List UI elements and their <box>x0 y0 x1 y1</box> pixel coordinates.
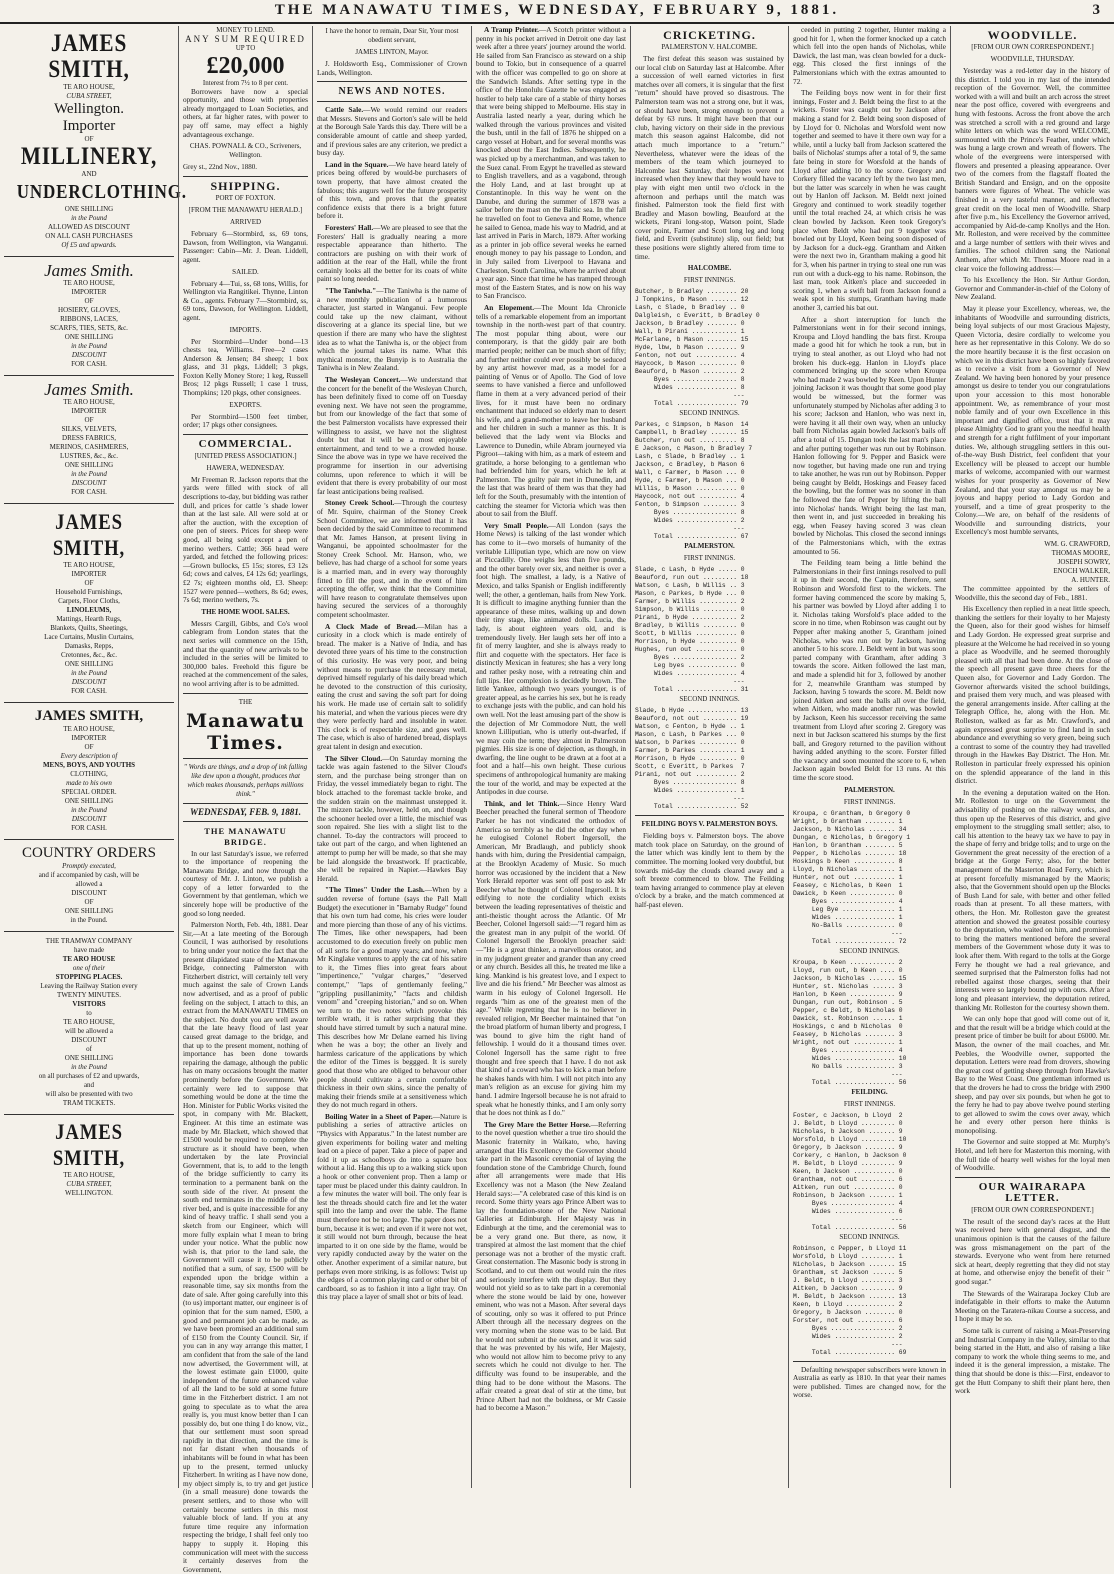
news-item <box>476 1121 626 1413</box>
news-items <box>317 106 467 1302</box>
news-item-title: An Elopement. <box>484 303 535 312</box>
ad-address: JAMES SMITH, TE ARO HOUSE, CUBA STREET, WELLINGTON. <box>52 1119 126 1197</box>
money-to-lend-ad: MONEY TO LEND. ANY SUM REQUIRED UP TO £20,000 Interest from 7½ to 8 per cent. <box>183 26 308 88</box>
news-item-text: —The Mount Ida Chronicle tells of a remarkable elopement from an important township in the north-west part of that country. The most popular thing about, were our contemporary, is that the giddy pair are both married people; neither can be much short of fifty; and further neither could ever possibly be seduced by any artist however mad, as a model for a painting of Venus or of Apollo. The God of love seems to have vanished a fierce and unfollowed flame in them at a very advanced period of their lives, for it must have been no ordinary enchantment that induced so elderly man to desert his wife, and a grand-mother to leave her husband and her children in such a manner as this. It is believed that the lady went via Blocks and Lawrence to Dunedin, while Abram journeyed via Pigroot—taking with him, as a mark of esteem and gratitude, a horse belonging to a gentleman who had befriended him for years, which he left at Palmerston. The guilty pair met in Dunedin, and the last that was heard of them was that they had left for the South, presumably with the intention of catching the steamer for Victoria which was then about to sail from the Bluff. <box>476 303 626 519</box>
woodville-heading: WOODVILLE. <box>987 28 1078 42</box>
masthead-title: THE MANAWATU TIMES, WEDNESDAY, FEBRUARY 9, 1881. <box>274 2 840 18</box>
news-item <box>317 499 467 619</box>
halcombe-first-innings: Butcher, b Bradley ........ 20 J Tompkins, b Mason ....... 12 Lash, c Slade, b Bradley .. 0 Dalgleish, c Everitt, b Bradley 0 Jackson, b Bradley ........ 0 Wall, b Pirani ............ 1 McFarlane, b Mason ........ 15 Hyde, lbw, b Mason ........ 9 Fenton, not out ........... 4 Haycock, b Mason .......... 0 Beauford, b Mason ......... 2 Byes ................. 8 Wides ................ 8 --- Total ................ 79 <box>635 288 760 408</box>
news-item <box>317 755 467 884</box>
signatories: WM. G. CRAWFORD, THOMAS MOORE, JOSEPH SOWRY, ENOCH WALKER, A. HUNTER. <box>1044 540 1110 585</box>
masthead <box>0 0 1114 24</box>
news-item <box>317 224 467 284</box>
paper-date: WEDNESDAY, FEB. 9, 1881. <box>190 806 301 817</box>
news-item <box>476 304 626 519</box>
news-item-text: —All London (says the Home News) is talking of the last wonder which has come to it—two morsels of humanity of the veritable Lilliputian type, which are now on view at Piccadilly. One weighs less than five pounds, and the other barely over six, and neither is over a foot high. The smallest, a lady, is a Native of Mexico, and talks Spanish or English indifferently well; the other, a gentleman, hails from New York. It is difficult to imagine anything funnier than the appearance of these mites, walking up and down their tiny stage, like animated dolls. Lucia, the lady, is about eighteen years old, and is tremendously lively. Her laugh sets her off into a fit of merry laughter, and she is always ready to flirt and coquette with the spectators. Her face is distinctly Mexican in features; she has a very long and rather pesky nose, with a retreating chin and full lips. Her complexion is decidedly brown. The little Yankee, although two years younger, is of greater appeal, as he carries his sex, but he is ready to exchange jests with the public, and can hold his own well. Not the least amusing part of the show is the dejection of Mr Commodore Nutt, the well known Lilliputian, who is utterly out-dwarfed, if we may coin the term; they almost in Palmerston pigmies. His size is one of dejection, as though, in dwarfing, the line ought to be drawn at a foot at a foot and a half—his own height. These curious specimens of anthropological humanity are making the tour of the world, and may be expected at the Antipodes in due course. <box>476 520 626 797</box>
news-item-title: Think, and let Think. <box>484 798 560 808</box>
ad-furnishings: JAMES SMITH, TE ARO HOUSE, IMPORTER OF Household Furnishings, Carpets, Floor Cloths, LINOLEUMS, Mattings, Hearth Rugs, Blankets, Quilts, Sheetings, Lace Curtains, Muslin Curtains, Damasks, Repps, Cretonnes, &c., &c. ONE SHILLING in the Pound DISCOUNT FOR CASH. <box>4 504 174 703</box>
news-item <box>317 287 467 373</box>
news-item <box>476 800 626 1118</box>
news-heading: NEWS AND NOTES. <box>338 86 446 98</box>
palmerston-second-innings: Slade, b Hyde ............. 13 Beauford, not out ......... 19 Watson, c Fenton, b Hyde .. 1 Mason, c Lash, b Parkes ... 0 Watson, b Parkes .......... 0 Farmer, b Parkes .......... 1 Morrison, b Hyde .......... 0 Scott, c Everitt, b Parkes 7 Pirani, not out ........... 2 Byes ................. 8 Wides ................ 1 --- Total ................ 52 <box>635 707 749 811</box>
news-item <box>317 623 467 752</box>
news-item-text: —Through the courtesy of Mr. Squire, chairman of the Stoney Creek School Committee, we are informed that it has been decided by the said Committee to recommend that Mr. James Hanson, at present living in Wanganui, be appointed schoolmaster for the Stoney Creek School. Mr. Hanson, who, we believe, has had charge of a school for some years is a married man, and in every way thoroughly fitted to fill the post, and in the event of him accepting the offer, we think that the Committee will have reason to congratulate themselves upon having secured the services of a thoroughly competent schoolmaster. <box>317 498 467 620</box>
ad-millinery: JAMES SMITH, TE ARO HOUSE, CUBA STREET, Wellington. Importer OF MILLINERY, AND UNDERCLOTHING. ONE SHILLING in the Pound ALLOWED AS DISCOUNT ON ALL CASH PURCHASES Of £5 and upwards. <box>4 26 174 257</box>
column-6-cricket-continued: ceeded in putting 2 together, Hunter making a good hit for 1, when the former knocked up a catch which fell into the open hands of Nicholas, while Dawick, the last man, was clean bowled for a duck-egg. This closed the first innings of the Palmerstonians which with the extras amounted to 72. The Feilding boys now went in for their first innings, Foster and J. Beldt being the first to at the wickets. Foster was caught out by Jackson after making a stand for 2. Beldt being soon disposed of by Lloyd for 0. Nicholas and Worsfold went now together and seemed to have it there own way for a while, until a lucky ball from Jackson scattered the bails of Nicholas' stumps after a total of 9, the same fate being in store for Worsfold at the hands of Lloyd after adding 10 to the score. Gregory and Corkery filled the vacancy left by the two last men, but the latter was scarcely in when he was caught out by Hanlon off Jackson. M. Beldt next joined Gregory and continued to work steadily together until the total reached 24, at which crisis he was clean bowled by Jackson. Keen took Gregory's place when Beldt who had put 9 together was bowled out by Lloyd, Keen being soon disposed of by Jackson for a duck-egg. Grantham and Aitken were the next two in, Grantham making a good hit for 3, when his partner in trying to steal one run was run out with a duck-egg to his name. Robinson, the last man, took Aitken's place and succeeded in scoring 1, when a swift ball from Jackson found a weak spot in his stumps, Grantham having made another 3, carried his bat out. After a short interruption for lunch the Palmerstonians went in for their second innings, Kroupa and Lloyd handling the bats first. Kroupa made a good hit for which he took a run, but in trying to steal another, as out Lloyd who had not broken his duck-egg. Hanlon in Lloyd's place commenced bringing up the score when Kroupa who had made 2 was bowled by Keen. Upon Hunter joining Jackson it was thought that some good play would be witnessed, but the former was unfortunately stumped by Nicholas after adding 3 to his score; Jackson and Hanlon, who was next in, were having it all their own way, when an unlucky ball from Nicholas again bowled Jackson's bails off after a total of 15. Dungan took the last man's place and after putting together was run out by Robinson. Hanlon following for 9. Pepper and Basick were now together, but having made one run and trying to take another, he was run out by Robinson. Pepper being caught by Beldt, Hoskings and Feasey faced the bowling, but the former was no sooner in than he followed the fate of Pepper by lifting the ball into Nicholas' hands. Wright being the last man, then went in, and just succeeded in breaking his egg, when Feasey having scored 3 was clean bowled by Nicholas. This closed the second innings of the Palmerstonians which, with the extras amounted to 56. The Feilding team being a little behind the Palmerstonians in their first innings resolved to pull it up in their second, the Captain, therefore, sent Robinson and Worsfold first to the wickets. The former having commenced the score by making 5, his partner was bowled by Lloyd after adding 1 to it. Nicholas taking Worsfold's place added to the score in no time, when Robinson was caught out by Pepper after making another 5, Grantham joined Nicholas, who was run out by Jackson, having another 5 to his score. J. Beldt went in but was soon parted company with Grantham, after adding 3 towards the score. Aitken followed the last man, and made a splendid hit for 3, followed by another for 2, meanwhile Grantham was stumped by Jackson, having 5 towards the score. M. Beldt now joined Aitken and sent the balls all over the field, when Aitken, who made another run, was bowled by Jackson, Keen his successor receiving the same treatment from Lloyd after scoring 2. Gregory was next in but Jackson scattered his stumps by the first ball, and Gregory returned to the pavilion without having added anything to the score. Forster filled the vacancy and soon mounted the score to 6, when Jackson again bowled Beldt for 13 runs. At this time the score stood. PALMERSTON. FIRST INNINGS. Kroupa, c Grantham, b Gregory 0 Wright, b Grantham ........ 1 Jackson, b Nicholas ....... 34 Dungan, c Nicholas, b Gregory 1 Hanlon, b Grantham ........ 5 Pepper, b Nicholas ........ 18 Hoskings b Keen ........... 8 Lloyd, b Nicholas ......... 1 Hunter, not out ........... 1 Feasey, c Nicholas, b Keen 1 Dawick, b Keen ............ 0 Byes ................. 4 Leg Bye .............. 1 Wides ................ 1 No-Balls ............. 0 --- Total ................ 72 SECOND INNINGS. Kroupa, b Keen ............ 2 Lloyd, run out, b Keen .... 0 Jackson, b Nicholas ....... 15 Hunter, st. Nicholas ...... 3 Hanlon, b Keen ............ 9 Dungan, run out, Robinson . 5 Pepper, c Beldt, b Nicholas 0 Dawick, st. Robinson ...... 1 Hoskings, c and b Nicholas 0 Feasey, b Nicholas ........ 3 Wright, not out ........... 1 Byes ................. 4 Wides ................ 10 No balls ............. 3 --- Total ................ 56 FEILDING. FIRST INNINGS. Foster, c Jackson, b Lloyd 2 J. Beldt, b Lloyd ......... 0 Nicholas, b Jackson ....... 9 Worsfold, b Lloyd ......... 10 Gregory, b Jackson ........ 9 Corkery, c Hanlon, b Jackson 0 M. Beldt, b Lloyd ......... 9 Keen, b Jackson ........... 0 Grantham, not out ......... 6 Aitken, run out ........... 0 Robinson, b Jackson ....... 1 Byes ................. 4 Wides ................ 6 --- Total ................ 56 SECOND INNINGS. Robinson, c Pepper, b Lloyd 11 Worsfold, b Lloyd ......... 1 Nicholas, b Jackson ....... 15 Grantham, st Jackson ...... 5 J. Beldt, b Lloyd ......... 3 Aitken, b Jackson ......... 9 M. Beldt, b Jackson ....... 13 Keen, b Lloyd ............. 2 Gregory, b Jackson ........ 0 Forster, not out .......... 6 Byes ................. 2 Wides ................ 2 --- Total ................ 69 Defaulting newspaper subscribers were known in Australia as early as 1810. In that year their names were published. Times are changed now, for the worse. <box>788 26 950 1488</box>
ad-tramway: THE TRAMWAY COMPANY have made TE ARO HOUSE one of their STOPPING PLACES. Leaving the Railway Station every TWENTY MINUTES. VISITORS to TE ARO HOUSE, will be allowed a DISCOUNT of ONE SHILLING in the Pound on all purchases of £2 and upwards, and will also be presented with two TRAM TICKETS. <box>4 932 174 1115</box>
news-item-text: —The Taniwha is the name of a new monthly publication of a humorous character, just started in Wanganui. Few people could take up the new claimant, without discovering at a glance its special line, but we question if there are many who have the slightest idea as to what the Taniwha is, or the object from which the journal takes its name. What this mythical monster, the Bunyip is to Australia the Taniwha is in New Zealand. <box>317 286 467 373</box>
ad-heading: JAMES SMITH, <box>48 30 130 83</box>
boys-palmerston-first: Kroupa, c Grantham, b Gregory 0 Wright, b Grantham ........ 1 Jackson, b Nicholas ....... 34 Dungan, c Nicholas, b Gregory 1 Hanlon, b Grantham ........ 5 Pepper, b Nicholas ........ 18 Hoskings b Keen ........... 8 Lloyd, b Nicholas ......... 1 Hunter, not out ........... 1 Feasey, c Nicholas, b Keen 1 Dawick, b Keen ............ 0 Byes ................. 4 Leg Bye .............. 1 Wides ................ 1 No-Balls ............. 0 --- Total ................ 72 <box>793 809 911 945</box>
news-item-text: —We understand that the concert for the benefit of the Wesleyan Church, has been definitely fixed to come off on Tuesday evening next. We have not seen the programme, but from our knowledge of the fact that some of the best Palmerston vocalists have expressed their willingness to assist, we have not the slightest doubt but that it will be a most enjoyable entertainment, and tend to we a crowded house. Since the above was in type we have received the programme for insertion in our advertising columns, upon reference to which it will be evident that there is every probability of our most far least anticipations being realised. <box>317 375 467 496</box>
news-item-text: —Referring to the novel question whether a true tiro should the Masonic fraternity in Waikato, who, having arranged that His Excellency the Governor should take part in the Masonic ceremonial of laying the foundation stone of the Cambridge Church, found after all arrangements were made that His Excellency was not a Mason (the New Zealand Herald says:—"A celebrated case of this kind is on record. Some thirty years ago Prince Albert was to lay the foundation-stone of the New National Galleries at Edinburgh. Her Majesty was in Edinburgh at the time, and the ceremonial was to be a very grand one. But there, as now, it transpired at almost the last moment that the chief personage was not a brother of the mystic craft. Great consternation. The Masonic body is strong in Scotland, and to cut them out would ruin the rites and seriously interfere with the display. But they would not yield so as to take part in a ceremonial where the stone would be laid by one, however eminent, who was not a Mason. After several days of scouting, only so was it offered to put Prince Albert through all the necessary degrees on the very morning when the stone was to be laid. But he would not submit at the outset, and it was said that he was prevented by his wife, Her Majesty, who would not allow him to become privy to any secrets which he could not divulge to her. The difficulty was found to be insuperable, and the thing had to be done without the Masons. The affair created a great deal of stir at the time, but Prince Albert had not the boldness, or Mr Cassie had to become a Mason." <box>476 1119 626 1413</box>
column-5-cricket: CRICKETING. PALMERSTON V. HALCOMBE. The first defeat this season was sustained by our local club on Saturday last at Halcombe. After a succession of well earned victories in first matches over all comers, it is singular that the first "return" should have proved so disastrous. The Palmerston team was not a strong one, but it was, or should have been, strong enough to prevent a defeat by 63 runs. It might have been that our club, having victory on their side in the previous match this season against Halcombe, did not attach much importance to a "return." Nevertheless, whatever were the ideas of the members of the team which journeyed to Halcombe last Saturday, their hopes were not increased when they knew that they would have to play with eight men until two o'clock in the afternoon and perhaps until the match was finished. Palmerston took the field first with Bradley and Mason bowling, Beauford at the wickets, Pirani long-stop, Watson point, Slade cover point, Farmer and Scott long leg and long field, and Everitt (substitute) slip, out field; but these positions were slightly altered from time to time. HALCOMBE. FIRST INNINGS. Butcher, b Bradley ........ 20 J Tompkins, b Mason ....... 12 Lash, c Slade, b Bradley .. 0 Dalgleish, c Everitt, b Bradley 0 Jackson, b Bradley ........ 0 Wall, b Pirani ............ 1 McFarlane, b Mason ........ 15 Hyde, lbw, b Mason ........ 9 Fenton, not out ........... 4 Haycock, b Mason .......... 0 Beauford, b Mason ......... 2 Byes ................. 8 Wides ................ 8 --- Total ................ 79 SECOND INNINGS. Parkes, c Simpson, b Mason 14 Campbell, b Bradley ....... 15 Butcher, run out .......... 8 E Jackson, c Mason, b Bradley 7 Lash, c Slade, b Bradley .. 1 Jackson, c Bradley, b Mason 6 Wall, c Farmer, b Mason ... 0 Hyde, c Farmer, b Mason ... 0 Willis, b Mason ........... 0 Haycock, not out .......... 4 Fenton, b Simpson ......... 3 Byes ................. 8 Wides ................ 2 --- Total ................ 67 PALMERSTON. FIRST INNINGS. Slade, c Lash, b Hyde ..... 0 Beauford, run out ......... 18 Watson, c Lash, b Willis .. 3 Mason, c Parkes, b Hyde ... 0 Farmer, b Willis .......... 2 Simpson, b Willis ......... 0 Pirani, b Hyde ............ 2 Bradley, b Willis ......... 0 Scott, b Willis ........... 0 Morrison, b Hyde .......... 0 Hughes, run out ........... 0 Byes ................. 2 Leg byes ............. 0 Wides ................ 4 --- Total ................ 31 SECOND INNINGS. Slade, b Hyde ............. 13 Beauford, not out ......... 19 Watson, c Fenton, b Hyde .. 1 Mason, c Lash, b Parkes ... 0 Watson, b Parkes .......... 0 Farmer, b Parkes .......... 1 Morrison, b Hyde .......... 0 Scott, c Everitt, b Parkes 7 Pirani, not out ........... 2 Byes ................. 8 Wides ................ 1 --- Total ................ 52 FEILDING BOYS V. PALMERSTON BOYS. Fielding boys v. Palmerston boys. The above match took place on Saturday, on the ground of the latter which was kindly lent to them by the committee. The morning looked very doubtful, but towards mid-day the clouds cleared away and a soft breeze commenced to blow. The Feilding team having arranged to commence play at eleven o'clock by a brake, and the match commenced at half-past eleven. <box>630 26 788 1488</box>
news-item-title: Foresters' Hall. <box>325 222 374 232</box>
ad-hosiery: James Smith. TE ARO HOUSE, IMPORTER OF HOSIERY, GLOVES, RIBBONS, LACES, SCARFS, TIES, SETS, &c. ONE SHILLING in the Pound DISCOUNT FOR CASH. <box>4 257 174 376</box>
paper-nameplate: Manawatu Times. <box>186 709 305 754</box>
news-item <box>317 886 467 1109</box>
news-item-text: —On Saturday morning the tackle was again fastened to the Silver Cloud's stern, and the purchase being stronger than on Friday, the vessel immediately began to right. The block attached to the foremast tackle broke, and the sudden strain on the mainmast unstepped it. The mizzen tackle, however, held on, and though the schooner heeled over a little, the mischief was soon repaired. She lies with a slight list to the channel. To-day the contractors will proceed to take out part of the cargo, and when lightened an attempt to pump her will be made, so that she may be laid alongside the breastwork. If practicable, she will be repaired in Napier.—Hawkes Bay Herald. <box>317 753 467 883</box>
boys-feilding-first: Foster, c Jackson, b Lloyd 2 J. Beldt, b Lloyd ......... 0 Nicholas, b Jackson ....... 9 Worsfold, b Lloyd ......... 10 Gregory, b Jackson ........ 9 Corkery, c Hanlon, b Jackson 0 M. Beldt, b Lloyd ......... 9 Keen, b Jackson ........... 0 Grantham, not out ......... 6 Aitken, run out ........... 0 Robinson, b Jackson ....... 1 Byes ................. 4 Wides ................ 6 --- Total ................ 56 <box>793 1111 907 1231</box>
news-item <box>317 376 467 496</box>
column-3: I have the honor to remain, Dear Sir, Your most obedient servant, JAMES LINTON, Mayor. J. Holdsworth Esq., Commissioner of Crown Lands, Wellington. NEWS AND NOTES. Cattle Sale.—We would remind our readers that Messrs. Stevens and Gorton's sale will be held at the Borough Sale Yards this day. There will be a considerable amount of cattle and sheep yarded, and if previous sales are any criterion, we predict a busy day. Land in the Square.—We have heard lately of prices being offered by would-be purchasers of town property, that have almost created the fabulous; this augurs well for the future prosperity of this town, and proves that the greatest confidence exists that there is a bright future before it. Foresters' Hall.—We are pleased to see that the Foresters' Hall is gradually nearing a more respectable appearance than hitherto. The contractors are pushing on with their work of addition at the rear of the Hall, while the front certainly looks all the better for its coats of white paint so long needed. "The Taniwha."—The Taniwha is the name of a new monthly publication of a humorous character, just started in Wanganui. Few people could take up the new claimant, without discovering at a glance its special line, but we question if there are many who have the slightest idea as to what the Taniwha is, or the object from which the journal takes its name. What this mythical monster, the Bunyip is to Australia the Taniwha is in New Zealand. The Wesleyan Concert.—We understand that the concert for the benefit of the Wesleyan Church, has been definitely fixed to come off on Tuesday evening next. We have not seen the programme, but from our knowledge of the fact that some of the best Palmerston vocalists have expressed their willingness to assist, we have not the slightest doubt but that it will be a most enjoyable entertainment, and tend to we a crowded house. Since the above was in type we have received the programme for insertion in our advertising columns, upon reference to which it will be evident that there is every probability of our most far least anticipations being realised. Stoney Creek School.—Through the courtesy of Mr. Squire, chairman of the Stoney Creek School Committee, we are informed that it has been decided by the said Committee to recommend that Mr. James Hanson, at present living in Wanganui, be appointed schoolmaster for the Stoney Creek School. Mr. Hanson, who, we believe, has had charge of a school for some years is a married man, and in every way thoroughly fitted to fill the post, and in the event of him accepting the offer, we think that the Committee will have reason to congratulate themselves upon having secured the services of a thoroughly competent schoolmaster. A Clock Made of Bread.—Milan has a curiosity in a clock which is made entirely of bread. The maker is a Native of India, and has devoted three years of his time to the construction of this curiosity. He was very poor, and being without means to purchase the necessary metal, deprived himself regularly of his daily bread which he devoted to the construction of this curiosity, eating the crust and saving the soft part for doing his work. He made use of certain salt to solidify his material, and when the various pieces were dry they were perfectly hard and insoluble in water. This clock is of respectable size, and goes well. The case, which is also of hardened bread, displays great talent in design and execution. The Silver Cloud.—On Saturday morning the tackle was again fastened to the Silver Cloud's stern, and the purchase being stronger than on Friday, the vessel immediately began to right. The block attached to the foremast tackle broke, and the sudden strain on the mainmast unstepped it. The mizzen tackle, however, held on, and though the schooner heeled over a little, the mischief was soon repaired. She lies with a slight list to the channel. To-day the contractors will proceed to take out part of the cargo, and when lightened an attempt to pump her will be made, so that she may be laid alongside the breastwork. If practicable, she will be repaired in Napier.—Hawkes Bay Herald. "The Times" Under the Lash.—When by a sudden reverse of fortune (says the Pall Mall Budget) the executioner in "Barnaby Rudge" found that his own turn had come, his cries were louder and more piercing than those of any of his victims. The Times, like other newspapers, had been accustomed to do execution freely on public men of all sorts for a good many years; and now, when Mr Kinglake ventures to apply the cat of his satire to it, the Times flies into great fears about "impertinence," "vulgar charges," "deserved contempt," "laps of gentlemanly feeling," "grippling pusillanimity," "facts and childish venom" and "creeping historian," and so on. When we turn to the two notes which provoke this terrible wrath, it is rather surprising that they should have stirred tumult by such a natural mine. This describes how Mr Delane earned his living when he was a boy; the other an lively and harmless caricature of the applications by which the editor of the Times is beggged. It is surely good that those who are obliged to behavour other people should cultivate a certain comfortable thickness in their own skins, since the penalty of making their friends smile at a sensitiveness which they do not much regard in others. Boiling Water in a Sheet of Paper.—Nature is publishing a series of attractive articles on "Physics with Apparatus." In the latest number are given experiments for boiling water and melting lead on a piece of paper. Take a piece of paper and fold it up as schoolboys do into a square box without a lid. Hang this up to a walking stick upon a hook or other convenient prop. Then a lamp or taper must be placed under this dainty cauldron. In a few minutes the water will boil. The only fear is lest the threads should catch fire and let the water spill into the lamp and over the table. The flame must therefore not be too large. The paper does not burn, because it is wet; and even if it were not wet, it still would not burn through, because the heat imparted to it on one side by the flame, would be very rapidly conducted away by the water on the other. Another experiment of a similar nature, but perhaps even more striking, is as follows: Twist up the edges of a common playing card or other bit of cardboard, so as to fashion it into a light tray. On this tray place a layer of small shot or bits of lead. <box>312 26 471 1488</box>
news-item-text: —Milan has a curiosity in a clock which is made entirely of bread. The maker is a Native of India, and has devoted three years of his time to the construction of this curiosity. He was very poor, and being without means to purchase the necessary metal, deprived himself regularly of his daily bread which he devoted to the construction of this curiosity, eating the crust and saving the soft part for doing his work. He made use of certain salt to solidify his material, and when the various pieces were dry they were perfectly hard and insoluble in water. This clock is of respectable size, and goes well. The case, which is also of hardened bread, displays great talent in design and execution. <box>317 621 467 751</box>
news-item <box>317 106 467 158</box>
news-item-text: —A Scotch printer without a penny in his pocket arrived in Detroit one day last week after a three years' journey around the world. He sailed from San Francisco as steward on a ship bound to Tokio, but in consequence of a quarrel with the officer was compelled to go on shore at the Sandwich Islands. After setting type in the office of the Honolulu Gazette he was engaged as hostler to help take care of a stable of thirty horses that were being shipped to Melbourne. His stay in Australia lasted nearly a year, during which he walked through the various provinces and visited the bush, until in the fall of 1876 he shipped on a cargo vessel at Hobart, and for several months was knocked about the East Indies. Subsequently, he was picked up by a merchantman, and was taken to the Suez canal. From Egypt he travelled as steward to English travellers, and as a vagabond, through the Holy Land, and at last brought up at Constantinople. In this way he went on the Danube, and during the summer of 1878 was a sailor before the mast on the Baltic sea. In the fall he travelled on foot to Geneva and Rome, whence he sailed to Genoa, made his way to Madrid, and at last arrived in Paris in March, 1879. After working as a printer in job office several weeks he earned enough money to pay his passage to London, and in July sailed from Liverpool to Havana and Charleston, South Carolina, where he arrived about a year ago. Since that time he has tramped through most of the Eastern States, and is now on his way to San Francisco. <box>476 25 626 301</box>
commercial-heading: COMMERCIAL. <box>198 437 293 450</box>
palmerston-first-innings: Slade, c Lash, b Hyde ..... 0 Beauford, run out ......... 18 Watson, c Lash, b Willis .. 3 Mason, c Parkes, b Hyde ... 0 Farmer, b Willis .......... 2 Simpson, b Willis ......... 0 Pirani, b Hyde ............ 2 Bradley, b Willis ......... 0 Scott, b Willis ........... 0 Morrison, b Hyde .......... 0 Hughes, run out ........... 0 Byes ................. 2 Leg byes ............. 0 Wides ................ 4 --- Total ................ 31 <box>635 566 749 694</box>
news-item-text: —We would remind our readers that Messrs. Stevens and Gorton's sale will be held at the Borough Sale Yards this day. There will be a considerable amount of cattle and sheep yarded, and if previous sales are any criterion, we predict a busy day. <box>317 105 467 158</box>
loan-amount: £20,000 <box>206 52 285 79</box>
wairarapa-heading: OUR WAIRARAPA LETTER. <box>978 1180 1087 1204</box>
news-item-title: Land in the Square. <box>325 159 389 169</box>
news-item-title: The Wesleyan Concert. <box>325 375 401 384</box>
news-item-text: —We are pleased to see that the Foresters' Hall is gradually nearing a more respectable appearance than hitherto. The contractors are pushing on with their work of addition at the rear of the Hall, while the front certainly looks all the better for its coats of white paint so long needed. <box>317 222 468 284</box>
news-item-title: The Grey Mare the Better Horse. <box>484 1119 591 1129</box>
news-item-title: "The Times" Under the Lash. <box>325 885 425 895</box>
news-item-title: A Clock Made of Bread. <box>325 621 418 631</box>
column-7-woodville: WOODVILLE. [FROM OUR OWN CORRESPONDENT.] WOODVILLE, THURSDAY. Yesterday was a red-letter day in the history of this district. I told you in my last of the intended reception of the Governor. Well, the committee worked with a will and built an arch across the street near the post office, covered with evergreens and hung with festoons. Across the front above the arch was stretched a scroll with a red ground and large white letters on which was the word WELCOME, surmounted with the Prince's Feather, under which was hung a large crown and wreath of flowers. The whole of the evergreens were interspersed with flowers and presented a pleasing appearance. Over two of the corners from the flagstaff floated the British Standard and Ensign, and on the opposite banners were figures of Wheat. The vehicle was finished in a very tasteful manner, and reflected great credit on the local men of Woodville. Sharp after five p.m., his Excellency the Governor arrived, accompanied by Aid-de-camp Knollys and the Hon. Mr. Rolleston, and were received by the committee and a large number of settlers with their wives and families. The school children sang the National Anthem, after which Mr. Thomas Moore read in a clear voice the following address:— To his Excellency the Hon. Sir Arthur Gordon, Governor and Commander-in-chief of the Colony of New Zealand. May it please your Excellency, whereas, we, the inhabitants of Woodville and surrounding districts, being loyal subjects of our most Gracious Majesty, Queen Victoria, desire cordially to welcome you here as her representative in this Colony. We do so the more heartily because it is the first occasion on which we in this district have been so highly favored as to receive a visit from a Governor of New Zealand. We having been honored by your presence amongst us desire to tender you our congratulations upon your accession to this most honorable appointment. We, as remembrance of your most noble family and of your own Excellence in this important and dignified office, trust that it may please Almighty God to grant you the needful health and strength for a right fulfilment of your important duties. We, although struggling settlers in this out-of-the-way Bush District, feel confident that your Excellency will be pleased to accept our humble marks of welcome, accompanied with our warmest wishes for your prosperity as Governor of New Zealand, and that your stay amongst us may be a joyous and happy period to Lady Gordon and yourself, and a time of great prosperity to the Colony.—We are, on behalf of the residents of Woodville and surrounding districts, your Excellency's most humble servants, WM. G. CRAWFORD, THOMAS MOORE, JOSEPH SOWRY, ENOCH WALKER, A. HUNTER. The committee appointed by the settlers of Woodville, this the second day of Feb., 1881. His Excellency then replied in a neat little speech, thanking the settlers for their loyalty to her Majesty the Queen, also for their good wishes for himself and Lady Gordon. He expressed great surprise and pleasure at the Welcome he had received in so young a place as Woodville, and he seemed thoroughly pleased with all that had been done. At the close of the speech all present gave three cheers for the Queen also, for Governor and Lady Gordon. The Governor afterwards visited the school buildings, and praised them very much, and was pleased with the general arrangements inside. After calling at the Telegraph Office, he, along with the Hon. Mr. Rolleston, walked as far as Mr. Crawford's, and again expressed great surprise to find land in such abundance and everything so very green, being such a contrast to some of the country they had travelled through in the Hawkes Bay District. The Hon. Mr. Rolleston in particular freely expressed his opinion on the splendid appearance of the land in this district. In the evening a deputation waited on the Hon. Mr. Rolleston to urge on the Government the advisability of pushing on the railway works, and thus open up the Reserves of this district, and give employment to the struggling small settler; also, to call his attention to the heavy tax we have to pay in the shape of ferry and bridge tolls; and to urge on the Government the great necessity of the erection of a bridge at the Gorge Ferry; also, for the better management of the Masterton Road Ferry, which is at present forcefully mismanaged by the Maoris; also, that the Government should open up the Blocks of Bush Land for sale, with better and other felled roads than at present. To all these matters, with others, the Hon. Mr. Rolleston gave the greatest attention and showed the greatest possible courtesy to the deputation, who waited on him, and promised to bring the matters mentioned before the several members of the Government whose duty it was to look after them. With regard to the tolls at the Gorge Ferry he thought we had a real grievance, and seemed surprised that the Palmerston folks had not rebelled against those charges, seeing that their interests were so largely bound up with ours. After a long and pleasant interview, the deputation retired, thanking Mr. Rolleston for the courtesy shown them. We can only hope that good will come out of it, and that the result will be a bridge which could at the present price of timber be built for about £6000. Mr. Mason, the owner of the mail coaches, and Mr. Peebles, the Woodville owner, supported the deputation. Letters were read from drovers, showing the great cost of getting sheep through from Hawke's Bay to the West Coast. One gentleman informed us that the drovers he had to cross the bridge with 2900 sheep, and pay over six pounds, but when he got to the ferry he had to pay above twelve pound sterling to get allowed to swim the cows over away, which he and every other person here thinks is monopolising. The Governor and suite stopped at Mr. Murphy's Hotel, and left here for Masterton this morning, with the full tide of hearty well wishes for the loyal men of Woodville. OUR WAIRARAPA LETTER. [FROM OUR OWN CORRESPONDENT.] The result of the second day's races at the Hutt was received here with general disgust, and the unanimous opinion is that the causes of the failure was gross mismanagement on the part of the stewards. Everyone who went from here returned sick at heart, deeply regretting that they did not stay at home, and otherwise enjoy the benefit of their " good sugar." The Stewards of the Wairarapa Jockey Club are indefatigable in their efforts to make the Autumn Meeting on the Taratera-nikau Course a success, and I hope it may be so. Some talk is current of raising a Meat-Preserving and Industrial Company in the Valley, similar to that being started in the Hutt, and also of raising a like company to work the whole thing seems to me, and indeed it is the general impression, a mistake. The thing that should be done is this:—First, endeavor to get the Hutt Company to shift their plant here, then work <box>950 26 1114 1488</box>
ad-silks: James Smith. TE ARO HOUSE, IMPORTER OF SILKS, VELVETS, DRESS FABRICS, MERINOS, CASHMERES, LUSTRES, &c., &c. ONE SHILLING in the Pound DISCOUNT FOR CASH. <box>4 376 174 504</box>
news-item-title: Very Small People. <box>484 520 549 530</box>
news-item <box>476 522 626 797</box>
news-item <box>317 1113 467 1302</box>
column-1-advertisements <box>0 26 187 1488</box>
column-4 <box>471 26 630 1488</box>
column-2: MONEY TO LEND. ANY SUM REQUIRED UP TO £20,000 Interest from 7½ to 8 per cent. Borrowers have now a special opportunity, and those with properties already mortgaged to Loan Societies, and others, at far higher rates, with power to pay off same, may effect a highly advantageous exchange. CHAS. POWNALL & CO., Scriveners, Wellington. Grey st., 22nd Nov., 1880. SHIPPING. PORT OF FOXTON. [FROM THE MANAWATU HERALD.] ARRIVED February 6—Stormbird, ss, 69 tons, Dawson, from Wellington, via Wanganui. Passenger: Cabin—Mr. J. Dean. Liddell, agent. SAILED. February 4—Tui, ss, 68 tons, Willis, for Wellington via Rangitikei. Thynne, Linton & Co., agents. February 7—Stormbird, ss, 69 tons, Dawson, for Wellington. Liddell, agent. IMPORTS. Per Stormbird—Under bond—13 chests tea, Williams. Free—2 cases Anderson & Jensen; 84 sheep; 1 box glass, and 31 pkgs, Liddell; 3 pkgs, Foxton Kelly Money Store; 1 keg, Russell Bros; 12 pkgs Russell; 1 case 1 truss, Thompkins; 120 pkgs, other consignees. EXPORTS. Per Stormbird—1500 feet timber, order; 17 pkgs other consignees. COMMERCIAL. [UNITED PRESS ASSOCIATION.] HAWERA, WEDNESDAY. Mr Freeman R. Jackson reports that the yards were filled with stock of all descriptions to-day, but bidding was rather dull, and prices for cattle 's shade lower than at the last sale. All were sold at or after the auction, with the exception of one pen of steers. Prices for sheep were good, all being sold except a pen of merino wethers. Cattle; 366 head were yarded, and fetched the following prices:—Grown bullocks, £5 15s; stores, £3 12s 6d; cows and calves, £4 12s 6d; yearlings, £2 7s; eighteen months old, £3. Sheep: 1527 were penned—wethers, 8s 6d; ewes, 7s 6d; merino wethers, 7s. THE HOME WOOL SALES. Messrs Cargill, Gibbs, and Co's wool cablegram from London states that the next series will commence on the 15th, and that the quantity of new arrivals to be included in the series will be limited to 300,000 bales. Freehold this figure be reached at the commencement of the sales, no wool arriving after is to be admitted. THE Manawatu Times. " Words are things, and a drop of ink falling like dew upon a thought, produces that which makes thousands, perhaps millions think." WEDNESDAY, FEB. 9, 1881. THE MANAWATU BRIDGE. In our last Saturday's issue, we referred to the importance of reopening the Manawatu Bridge, and now through the courtesy of Mr. J. Linton, we publish a copy of a letter forwarded to the Government by that gentleman, which we sincerely hope will be productive of the good so long needed. Palmerston North, Feb. 4th, 1881. Dear Sir,—At a late meeting of the Borough Council, I was authorised by resolutions to bring under your notice the fact that the present dilapidated state of the Manawatu Bridge, connecting Palmerston with Fitzherbert district, will certainly tell very much against the sale of Crown Lands now advertised, and as a proof of public feeling on the subject, I attach to this, an extract from the MANAWATU TIMES on the subject. No doubt you are well aware that the late heavy flood of last year caused great damage to the bridge, and that up to the present moment, nothing of importance has been done towards repairing the damage, although the public has on many occasions brought the matter prominently before the Government. We certainly were led to suppose that something would be done at the time the Hon. Minister for Public Works visited the spot, in company with Mr. Blackett, Engineer. At this time an estimate was made by Mr. Blackett, which showed that £1500 would be required to complete the structure as it should have been, when undertaken by the late Provincial Government, that is, to add to the length of the bridge sufficiently to carry its termination to a permanent bank on the south side of the river. At present the south end terminates in the middle of the river bed, and is quite inaccessible for any kind of heavy traffic. I shall send you a sketch from our Engineer, which will more fully explain what I mean to bring under your notice. What the public now wish is, that prior to the land sale, the Government will cause it to be publicly notified that a sum, of say, £500 will be expended upon the bridge within a reasonable time, say six months from the date of sale. After going carefully into this (to us) important matter, our engineer is of opinion that for the sum named, £500, a good and permanent job can be made, as we have been promised an additional sum of £150 from the County Council. Sir, if you can in any way arrange this matter, I am confident that from the sale of the land now advertised, the Government will, at the lowest estimate gain £1000, quite independent of the future enhanced value of all the land to be sold at some future time in the Fitzherbert district. I am not going to speculate as to what the area really is, you must know better than I can possibly do, but one thing I do know, viz., that our settlement must soon spread rapidly in that direction, and the time is not far distant when thousands of inhabitants will be found in what has been up to the present, termed unlucky Fitzherbert. In writing as I have now done, my object simply is, to try and get justice (in a small measure) done towards the present settlers, and to those who will certainly become settlers in this most valuable block of land. If you at any future time require any information respecting the bridge, I shall feel only too happy to supply it. Hoping this communication will meet with the success it certainly deserves from the Government, <box>178 26 312 1488</box>
boys-palmerston-second: Kroupa, b Keen ............ 2 Lloyd, run out, b Keen .... 0 Jackson, b Nicholas ....... 15 Hunter, st. Nicholas ...... 3 Hanlon, b Keen ............ 9 Dungan, run out, Robinson . 5 Pepper, c Beldt, b Nicholas 0 Dawick, st. Robinson ...... 1 Hoskings, c and b Nicholas 0 Feasey, b Nicholas ........ 3 Wright, not out ........... 1 Byes ................. 4 Wides ................ 10 No balls ............. 3 --- Total ................ 56 <box>793 958 907 1086</box>
news-item <box>317 161 467 221</box>
news-item-text: —When by a sudden reverse of fortune (says the Pall Mall Budget) the executioner in "Barnaby Rudge" found that his own turn had come, his cries were louder and more piercing than those of any of his victims. The Times, like other newspapers, had been accustomed to do execution freely on public men of all sorts for a good many years; and now, when Mr Kinglake ventures to apply the cat of his satire to it, the Times flies into great fears about "impertinence," "vulgar charges," "deserved contempt," "laps of gentlemanly feeling," "grippling pusillanimity," "facts and childish venom" and "creeping historian," and so on. When we turn to the two notes which provoke this terrible wrath, it is rather surprising that they should have stirred tumult by such a natural mine. This describes how Mr Delane earned his living when he was a boy; the other an lively and harmless caricature of the applications by which the editor of the Times is beggged. It is surely good that those who are obliged to behavour other people should cultivate a certain comfortable thickness in their own skins, since the penalty of making their friends smile at a sensitiveness which they do not much regard in others. <box>317 885 468 1110</box>
bridge-heading: THE MANAWATU BRIDGE. <box>204 825 287 847</box>
news-item-text: —Nature is publishing a series of attractive articles on "Physics with Apparatus." In the latest number are given experiments for boiling water and melting lead on a piece of paper. Take a piece of paper and fold it up as schoolboys do into a square box without a lid. Hang this up to a walking stick upon a hook or other convenient prop. Then a lamp or taper must be placed under this dainty cauldron. In a few minutes the water will boil. The only fear is lest the threads should catch fire and let the water spill into the lamp and over the table. The flame must therefore not be too large. The paper does not burn, because it is wet; and even if it were not wet, it still would not burn through, because the heat imparted to it on one side by the flame, would be very rapidly conducted away by the water on the other. Another experiment of a similar nature, but perhaps even more striking, is as follows: Twist up the edges of a common playing card or other bit of cardboard, so as to fashion it into a light tray. On this tray place a layer of small shot or bits of lead. <box>317 1111 467 1302</box>
news-item-title: The Silver Cloud. <box>325 753 383 763</box>
news-item-title: A Tramp Printer. <box>484 25 539 34</box>
news-item-text: —Since Henry Ward Beecher preached the funeral sermon of Theodore Parker he has not vindicated the orthodox of America so terribly as he did the other day when he eulogised Colonel Robert Ingersoll, the American, Mr Bradlaugh, and publicly shook hands with him, during the Presidential campaign, at the Brooklyn Academy of Music. So much horror was occasioned by the incident that a New York Herald reporter was sent off post to ask Mr Beecher what he thought of Colonel Ingersoll. It is edifying to note the cordiality which exists between the leading representatives of theistic and anti-theistic thought across the Atlantic. Of Mr Beecher, Colonel Ingersoll said:—"I regard him as the greatest man in any pulpit of the world. Of Colonel Ingersoll the Brooklyn preacher said:—"He is a great thinker, a marvellous orator, and in my judgment greater and grander than any creed or any church. Besides all this, he treated me like a king. Mankind is his greatest love, and I expect to live and die his friend." Mr Beecher was almost as warm in his eulogy of Colonel Ingersoll. He regards "him as one of the greatest men of the age." While regretting that he is no believer in revealed religion, Mr Beecher maintained that "on the broad platform of human liberty and progress, I was bound to give him the right hand of fellowship. I would do it a thousand times over. Colonel Ingersoll has the same right to free thought and free speech that I have. I do not ask that kind of a coward who has to kick a man before he shakes hands with him. I will not pitch into any man's religion as an excuse for giving him my hand. I admire Ingersoll because he is not afraid to speak what he honestly thinks, and I am only sorry that he does not think as I do." <box>476 798 626 1118</box>
news-item-title: "The Taniwha." <box>325 286 377 296</box>
ad-clothing: JAMES SMITH, TE ARO HOUSE, IMPORTER OF Every description of MENS, BOYS, AND YOUTHS CLOTHING, made to his own SPECIAL ORDER. ONE SHILLING in the Pound DISCOUNT FOR CASH. <box>4 703 174 840</box>
ad-country-orders: COUNTRY ORDERS Promptly executed, and if accompanied by cash, will be allowed a DISCOUNT OF ONE SHILLING in the Pound. <box>4 840 174 932</box>
cricket-heading: CRICKETING. <box>663 28 756 42</box>
shipping-heading: SHIPPING. <box>210 179 281 194</box>
news-item-title: Boiling Water in a Sheet of Paper. <box>325 1111 433 1121</box>
news-items-continued <box>476 26 626 1413</box>
page-number: 3 <box>1092 2 1100 18</box>
news-item-text: —We have heard lately of prices being offered by would-be purchasers of town property, that have almost created the fabulous; this augurs well for the future prosperity of this town, and proves that the greatest confidence exists that there is a bright future before it. <box>317 159 467 221</box>
news-item-title: Cattle Sale. <box>325 105 364 115</box>
halcombe-second-innings: Parkes, c Simpson, b Mason 14 Campbell, b Bradley ....... 15 Butcher, run out .......... 8 E Jackson, c Mason, b Bradley 7 Lash, c Slade, b Bradley .. 1 Jackson, c Bradley, b Mason 6 Wall, c Farmer, b Mason ... 0 Hyde, c Farmer, b Mason ... 0 Willis, b Mason ........... 0 Haycock, not out .......... 4 Fenton, b Simpson ......... 3 Byes ................. 8 Wides ................ 2 --- Total ................ 67 <box>635 421 753 541</box>
boys-feilding-second: Robinson, c Pepper, b Lloyd 11 Worsfold, b Lloyd ......... 1 Nicholas, b Jackson ....... 15 Grantham, st Jackson ...... 5 J. Beldt, b Lloyd ......... 3 Aitken, b Jackson ......... 9 M. Beldt, b Jackson ....... 13 Keen, b Lloyd ............. 2 Gregory, b Jackson ........ 0 Forster, not out .......... 6 Byes ................. 2 Wides ................ 2 --- Total ................ 69 <box>793 1244 907 1356</box>
news-item-title: Stoney Creek School. <box>325 498 395 508</box>
news-item <box>476 26 626 301</box>
